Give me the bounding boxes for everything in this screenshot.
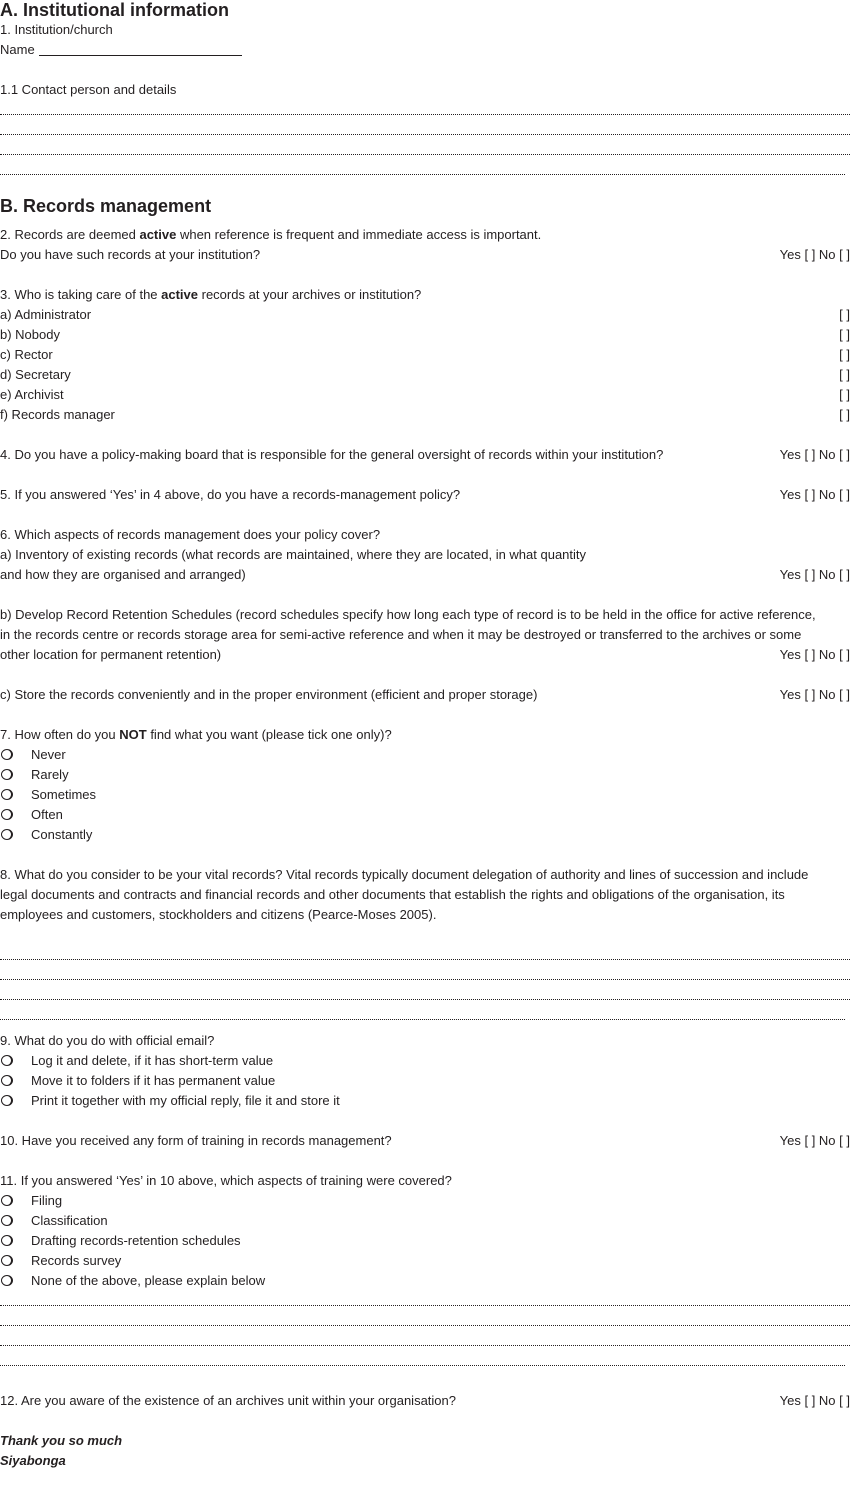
answer-checkboxes[interactable]: [ ] xyxy=(839,307,850,322)
blank-line xyxy=(0,845,850,865)
question-text: 7. How often do you xyxy=(0,727,120,742)
question-line xyxy=(0,285,850,305)
dotted-line xyxy=(0,945,850,960)
question-line xyxy=(0,405,850,425)
answer-line[interactable] xyxy=(0,945,850,965)
answer-checkboxes[interactable]: Yes [ ] No [ ] xyxy=(779,487,850,502)
radio-circle-icon[interactable] xyxy=(1,1255,13,1266)
blank-line xyxy=(0,1371,850,1391)
question-text: 1. Institution/church xyxy=(0,22,113,37)
answer-line[interactable] xyxy=(0,120,850,140)
blank-line xyxy=(0,1111,850,1131)
option-label: Drafting records-retention schedules xyxy=(31,1233,241,1248)
radio-option[interactable] xyxy=(0,785,850,805)
question-text: when reference is frequent and immediate access is important. xyxy=(176,227,542,242)
answer-checkboxes[interactable]: [ ] xyxy=(839,347,850,362)
blank-line xyxy=(0,1151,850,1171)
question-text: 6. Which aspects of records management does your policy cover? xyxy=(0,527,381,542)
option-label: Move it to folders if it has permanent value xyxy=(31,1073,276,1088)
blank-line xyxy=(0,425,850,445)
question-text: Do you have such records at your institution? xyxy=(0,247,261,262)
answer-checkboxes[interactable]: Yes [ ] No [ ] xyxy=(779,647,850,662)
name-label: Name xyxy=(0,42,35,57)
question-text: c) Store the records conveniently and in the proper environment (efficient and proper storage) xyxy=(0,687,538,702)
answer-checkboxes[interactable]: [ ] xyxy=(839,407,850,422)
blank-line xyxy=(0,60,850,80)
option-label: Never xyxy=(31,747,66,762)
radio-option[interactable] xyxy=(0,765,850,785)
answer-checkboxes[interactable]: Yes [ ] No [ ] xyxy=(779,1133,850,1148)
option-label: Often xyxy=(31,807,63,822)
dotted-line xyxy=(0,1351,845,1366)
closing-text: Siyabonga xyxy=(0,1453,66,1468)
question-line xyxy=(0,80,850,100)
emphasis-text: active xyxy=(161,287,199,302)
radio-circle-icon[interactable] xyxy=(1,1275,13,1286)
radio-circle-icon[interactable] xyxy=(1,769,13,780)
question-line xyxy=(0,525,850,545)
answer-line[interactable] xyxy=(0,1005,850,1025)
dotted-line xyxy=(0,1005,845,1020)
answer-line[interactable] xyxy=(0,1291,850,1311)
question-line xyxy=(0,565,850,585)
dotted-line xyxy=(0,965,850,980)
question-text: in the records centre or records storage area for semi-active reference and when it may be destroyed or transferred to the archives or some xyxy=(0,627,802,642)
emphasis-text: NOT xyxy=(119,727,147,742)
option-label: Filing xyxy=(31,1193,63,1208)
question-line xyxy=(0,725,850,745)
blank-line xyxy=(0,465,850,485)
option-label: Rarely xyxy=(31,767,69,782)
question-text: 9. What do you do with official email? xyxy=(0,1033,215,1048)
dotted-line xyxy=(0,160,845,175)
radio-option[interactable] xyxy=(0,1251,850,1271)
question-line xyxy=(0,445,850,465)
blank-line xyxy=(0,925,850,945)
question-line xyxy=(0,905,850,925)
radio-circle-icon[interactable] xyxy=(1,1095,13,1106)
question-line xyxy=(0,225,850,245)
answer-line[interactable] xyxy=(0,100,850,120)
radio-circle-icon[interactable] xyxy=(1,1215,13,1226)
question-line xyxy=(0,1171,850,1191)
answer-checkboxes[interactable]: Yes [ ] No [ ] xyxy=(779,247,850,262)
question-text: 8. What do you consider to be your vital records? Vital records typically document delegation of authority and lines of succession and include xyxy=(0,867,809,882)
radio-option[interactable] xyxy=(0,1051,850,1071)
question-text: employees and customers, stockholders and citizens (Pearce-Moses 2005). xyxy=(0,907,437,922)
question-text: other location for permanent retention) xyxy=(0,647,222,662)
answer-line[interactable] xyxy=(0,160,850,180)
radio-option[interactable] xyxy=(0,1211,850,1231)
question-line xyxy=(0,685,850,705)
question-text: e) Archivist xyxy=(0,387,64,402)
question-line xyxy=(0,485,850,505)
question-line xyxy=(0,1031,850,1051)
answer-checkboxes[interactable]: Yes [ ] No [ ] xyxy=(779,447,850,462)
answer-line[interactable] xyxy=(0,1351,850,1371)
answer-checkboxes[interactable]: Yes [ ] No [ ] xyxy=(779,567,850,582)
section-heading: B. Records management xyxy=(0,196,212,216)
answer-checkboxes[interactable]: [ ] xyxy=(839,367,850,382)
option-label: Sometimes xyxy=(31,787,97,802)
question-text: a) Administrator xyxy=(0,307,92,322)
question-line xyxy=(0,885,850,905)
question-text: and how they are organised and arranged) xyxy=(0,567,246,582)
dotted-line xyxy=(0,100,850,115)
answer-checkboxes[interactable]: [ ] xyxy=(839,387,850,402)
question-line xyxy=(0,625,850,645)
question-line xyxy=(0,1391,850,1411)
question-line xyxy=(0,325,850,345)
answer-checkboxes[interactable]: [ ] xyxy=(839,327,850,342)
radio-circle-icon[interactable] xyxy=(1,1235,13,1246)
question-text: 2. Records are deemed xyxy=(0,227,140,242)
dotted-line xyxy=(0,1291,850,1306)
question-line xyxy=(0,545,850,565)
blank-line xyxy=(0,585,850,605)
option-label: Log it and delete, if it has short-term value xyxy=(31,1053,274,1068)
question-text: 10. Have you received any form of training in records management? xyxy=(0,1133,392,1148)
section-heading: A. Institutional information xyxy=(0,0,229,20)
question-text: b) Nobody xyxy=(0,327,60,342)
radio-circle-icon[interactable] xyxy=(1,749,13,760)
radio-option[interactable] xyxy=(0,1071,850,1091)
name-input-line[interactable] xyxy=(39,42,242,56)
question-text: f) Records manager xyxy=(0,407,115,422)
question-text: 4. Do you have a policy-making board that is responsible for the general oversight of records within your institution? xyxy=(0,447,664,462)
dotted-line xyxy=(0,120,850,135)
answer-line[interactable] xyxy=(0,140,850,160)
question-line xyxy=(0,365,850,385)
radio-circle-icon[interactable] xyxy=(1,829,13,840)
dotted-line xyxy=(0,1331,850,1346)
blank-line xyxy=(0,1411,850,1431)
answer-line[interactable] xyxy=(0,1331,850,1351)
option-label: Records survey xyxy=(31,1253,122,1268)
radio-option[interactable] xyxy=(0,1231,850,1251)
emphasis-text: active xyxy=(139,227,177,242)
question-text: b) Develop Record Retention Schedules (record schedules specify how long each type of record is to be held in the office for active reference, xyxy=(0,607,816,622)
question-text: 5. If you answered ‘Yes’ in 4 above, do you have a records-management policy? xyxy=(0,487,461,502)
question-line xyxy=(0,20,850,40)
question-line xyxy=(0,305,850,325)
answer-line[interactable] xyxy=(0,1311,850,1331)
question-text: c) Rector xyxy=(0,347,53,362)
question-line xyxy=(0,1131,850,1151)
question-text: 12. Are you aware of the existence of an archives unit within your organisation? xyxy=(0,1393,456,1408)
question-text: find what you want (please tick one only)? xyxy=(146,727,392,742)
question-text: records at your archives or institution? xyxy=(198,287,422,302)
option-label: Print it together with my official reply, file it and store it xyxy=(31,1093,340,1108)
dotted-line xyxy=(0,140,850,155)
question-line xyxy=(0,345,850,365)
answer-line[interactable] xyxy=(0,985,850,1005)
blank-line xyxy=(0,265,850,285)
radio-circle-icon[interactable] xyxy=(1,1055,13,1066)
answer-checkboxes[interactable]: Yes [ ] No [ ] xyxy=(779,687,850,702)
question-text: legal documents and contracts and financial records and other documents that establish the rights and obligations of the organisation, its xyxy=(0,887,785,902)
question-line xyxy=(0,645,850,665)
radio-option[interactable] xyxy=(0,745,850,765)
dotted-line xyxy=(0,985,850,1000)
option-label: None of the above, please explain below xyxy=(31,1273,266,1288)
radio-option[interactable] xyxy=(0,1091,850,1111)
radio-option[interactable] xyxy=(0,805,850,825)
blank-line xyxy=(0,665,850,685)
name-field-row xyxy=(0,40,850,60)
question-text: 3. Who is taking care of the xyxy=(0,287,162,302)
answer-checkboxes[interactable]: Yes [ ] No [ ] xyxy=(779,1393,850,1408)
question-text: d) Secretary xyxy=(0,367,71,382)
dotted-line xyxy=(0,1311,850,1326)
answer-line[interactable] xyxy=(0,965,850,985)
question-line xyxy=(0,385,850,405)
question-line xyxy=(0,245,850,265)
radio-option[interactable] xyxy=(0,1191,850,1211)
question-text: 11. If you answered ‘Yes’ in 10 above, which aspects of training were covered? xyxy=(0,1173,452,1188)
question-text: 1.1 Contact person and details xyxy=(0,82,177,97)
question-line xyxy=(0,865,850,885)
question-line xyxy=(0,605,850,625)
radio-circle-icon[interactable] xyxy=(1,1075,13,1086)
radio-circle-icon[interactable] xyxy=(1,809,13,820)
radio-circle-icon[interactable] xyxy=(1,789,13,800)
radio-circle-icon[interactable] xyxy=(1,1195,13,1206)
radio-option[interactable] xyxy=(0,825,850,845)
blank-line xyxy=(0,505,850,525)
option-label: Constantly xyxy=(31,827,93,842)
question-text: a) Inventory of existing records (what records are maintained, where they are located, in what quantity xyxy=(0,547,587,562)
option-label: Classification xyxy=(31,1213,108,1228)
radio-option[interactable] xyxy=(0,1271,850,1291)
closing-text: Thank you so much xyxy=(0,1433,123,1448)
blank-line xyxy=(0,705,850,725)
